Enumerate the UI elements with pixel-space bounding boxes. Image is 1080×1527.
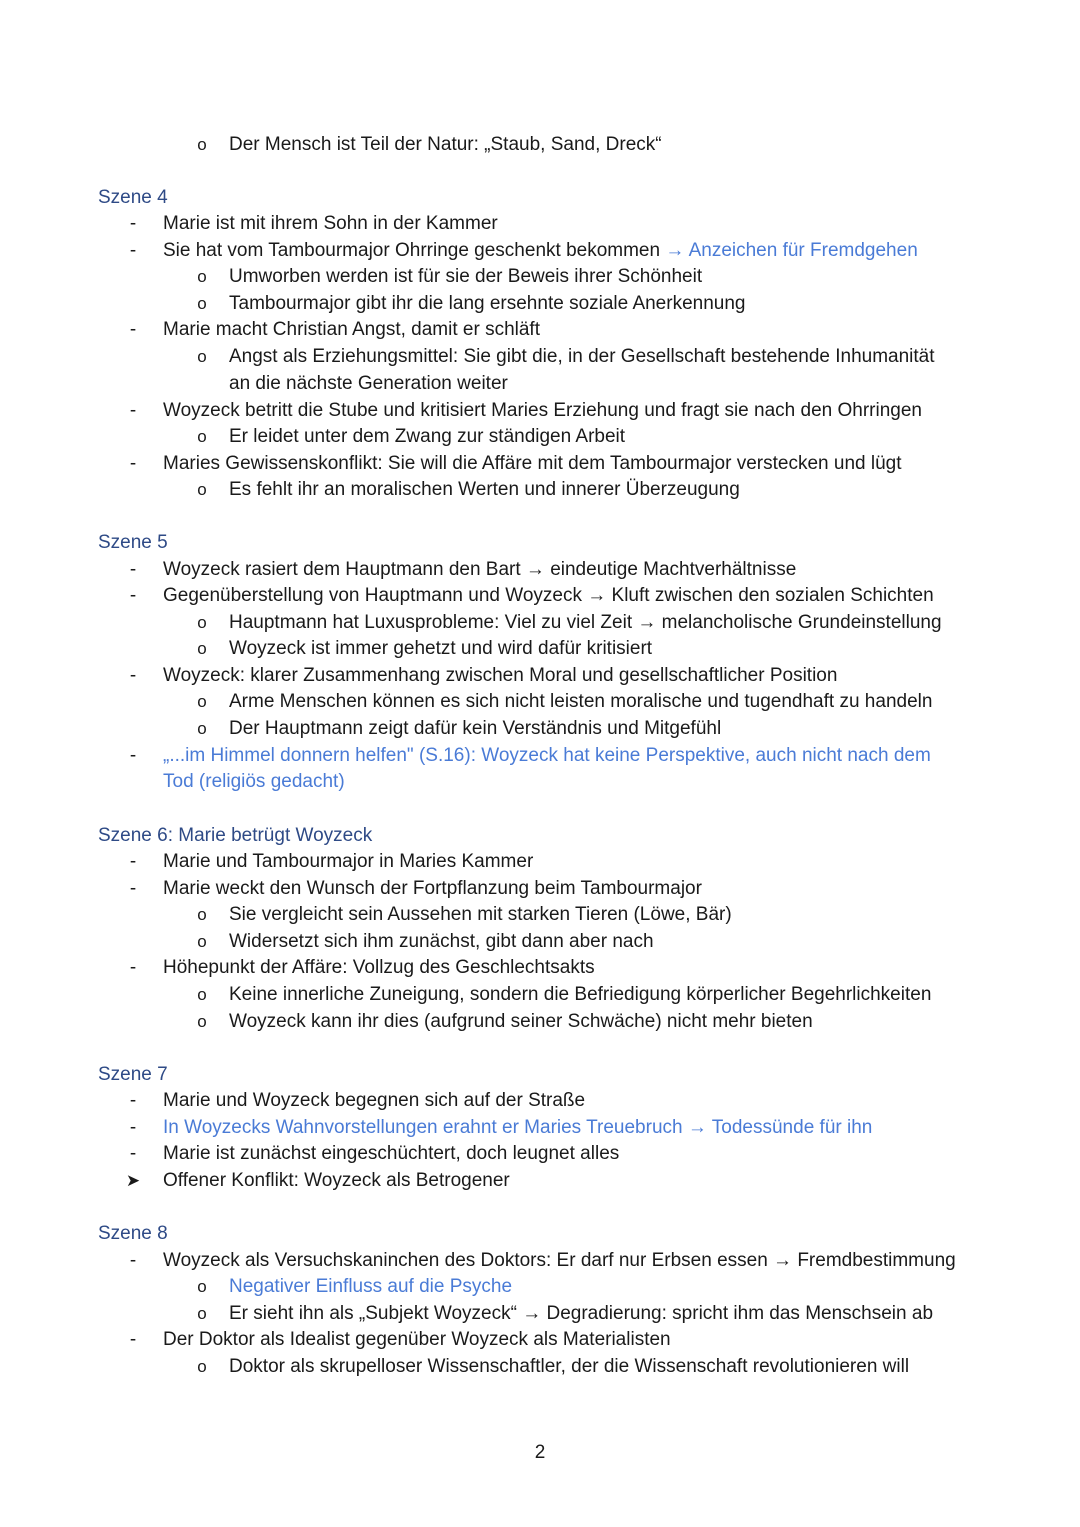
bullet-text: Sie vergleicht sein Aussehen mit starken Tieren (Löwe, Bär) bbox=[229, 904, 732, 925]
bullet-dash: - bbox=[129, 1090, 137, 1111]
bullet-text: Der Hauptmann zeigt dafür kein Verständnis und Mitgefühl bbox=[229, 718, 722, 739]
bullet-circle: o bbox=[197, 613, 207, 632]
bullet-text-continued: an die nächste Generation weiter bbox=[229, 373, 508, 394]
bullet-dash: - bbox=[129, 319, 137, 340]
bullet-circle: o bbox=[197, 480, 207, 499]
bullet-text: Höhepunkt der Affäre: Vollzug des Geschlechtsakts bbox=[163, 957, 595, 978]
bullet-circle: o bbox=[197, 427, 207, 446]
bullet-text: Er sieht ihn als „Subjekt Woyzeck“ → Degradierung: spricht ihm das Menschsein ab bbox=[229, 1303, 934, 1324]
highlighted-text: In Woyzecks Wahnvorstellungen erahnt er Maries Treuebruch → Todessünde für ihn bbox=[163, 1117, 873, 1138]
bullet-dash: - bbox=[129, 1143, 137, 1164]
bullet-text: Marie ist zunächst eingeschüchtert, doch leugnet alles bbox=[163, 1143, 620, 1164]
bullet-dash: - bbox=[129, 878, 137, 899]
bullet-text: Marie ist mit ihrem Sohn in der Kammer bbox=[163, 213, 498, 234]
section-heading-szene-4: Szene 4 bbox=[98, 187, 168, 208]
bullet-dash: - bbox=[129, 559, 137, 580]
bullet-text: Er leidet unter dem Zwang zur ständigen Arbeit bbox=[229, 426, 626, 447]
bullet-dash: - bbox=[129, 585, 137, 606]
bullet-circle: o bbox=[197, 1357, 207, 1376]
bullet-text: Marie und Woyzeck begegnen sich auf der Straße bbox=[163, 1090, 586, 1111]
bullet-dash: - bbox=[129, 213, 137, 234]
bullet-text: Der Mensch ist Teil der Natur: „Staub, Sand, Dreck“ bbox=[229, 134, 662, 155]
bullet-dash: - bbox=[129, 851, 137, 872]
bullet-text: Marie und Tambourmajor in Maries Kammer bbox=[163, 851, 534, 872]
bullet-text: Widersetzt sich ihm zunächst, gibt dann aber nach bbox=[229, 931, 654, 952]
bullet-text: Arme Menschen können es sich nicht leisten moralische und tugendhaft zu handeln bbox=[229, 691, 933, 712]
bullet-text: Offener Konflikt: Woyzeck als Betrogener bbox=[163, 1170, 510, 1191]
bullet-text bbox=[163, 238, 918, 264]
bullet-text: Marie weckt den Wunsch der Fortpflanzung beim Tambourmajor bbox=[163, 878, 702, 899]
bullet-dash: - bbox=[129, 665, 137, 686]
bullet-text: Woyzeck betritt die Stube und kritisiert Maries Erziehung und fragt sie nach den Ohrringen bbox=[163, 400, 922, 421]
bullet-circle: o bbox=[197, 1304, 207, 1323]
bullet-circle: o bbox=[197, 135, 207, 154]
bullet-circle: o bbox=[197, 932, 207, 951]
bullet-circle: o bbox=[197, 639, 207, 658]
bullet-text: Doktor als skrupelloser Wissenschaftler, der die Wissenschaft revolutionieren will bbox=[229, 1356, 910, 1377]
bullet-text: Gegenüberstellung von Hauptmann und Woyzeck → Kluft zwischen den sozialen Schichten bbox=[163, 585, 934, 606]
bullet-dash: - bbox=[129, 240, 137, 261]
bullet-circle: o bbox=[197, 692, 207, 711]
bullet-text: Woyzeck ist immer gehetzt und wird dafür kritisiert bbox=[229, 638, 653, 659]
bullet-dash: - bbox=[129, 400, 137, 421]
bullet-circle: o bbox=[197, 1277, 207, 1296]
section-heading-szene-8: Szene 8 bbox=[98, 1223, 168, 1244]
bullet-dash: - bbox=[129, 1250, 137, 1271]
section-heading-szene-6: Szene 6: Marie betrügt Woyzeck bbox=[98, 825, 373, 846]
highlighted-text: Negativer Einfluss auf die Psyche bbox=[229, 1276, 513, 1297]
quote-text: „...im Himmel donnern helfen" (S.16): Woyzeck hat keine Perspektive, auch nicht nach dem bbox=[163, 745, 931, 766]
bullet-text: Woyzeck rasiert dem Hauptmann den Bart → eindeutige Machtverhältnisse bbox=[163, 559, 797, 580]
highlighted-text: → Anzeichen für Fremdgehen bbox=[665, 240, 918, 261]
bullet-text: Maries Gewissenskonflikt: Sie will die Affäre mit dem Tambourmajor verstecken und lügt bbox=[163, 453, 902, 474]
bullet-dash: - bbox=[129, 453, 137, 474]
bullet-text: Der Doktor als Idealist gegenüber Woyzeck als Materialisten bbox=[163, 1329, 671, 1350]
bullet-text: Keine innerliche Zuneigung, sondern die Befriedigung körperlicher Begehrlichkeiten bbox=[229, 984, 932, 1005]
bullet-circle: o bbox=[197, 985, 207, 1004]
bullet-dash: - bbox=[129, 1117, 137, 1138]
bullet-text: Marie macht Christian Angst, damit er schläft bbox=[163, 319, 540, 340]
bullet-dash: - bbox=[129, 745, 137, 766]
bullet-text-part: Sie hat vom Tambourmajor Ohrringe geschenkt bekommen bbox=[163, 240, 661, 261]
bullet-text: Woyzeck kann ihr dies (aufgrund seiner Schwäche) nicht mehr bieten bbox=[229, 1011, 813, 1032]
bullet-text: Angst als Erziehungsmittel: Sie gibt die, in der Gesellschaft bestehende Inhumanität bbox=[229, 346, 935, 367]
bullet-circle: o bbox=[197, 905, 207, 924]
bullet-text: Woyzeck: klarer Zusammenhang zwischen Moral und gesellschaftlicher Position bbox=[163, 665, 838, 686]
bullet-text: Woyzeck als Versuchskaninchen des Doktors: Er darf nur Erbsen essen → Fremdbestimmung bbox=[163, 1250, 956, 1271]
bullet-circle: o bbox=[197, 1012, 207, 1031]
section-heading-szene-7: Szene 7 bbox=[98, 1064, 168, 1085]
section-heading-szene-5: Szene 5 bbox=[98, 532, 168, 553]
bullet-dash: - bbox=[129, 957, 137, 978]
bullet-text: Hauptmann hat Luxusprobleme: Viel zu viel Zeit → melancholische Grundeinstellung bbox=[229, 612, 942, 633]
bullet-circle: o bbox=[197, 267, 207, 286]
page-number: 2 bbox=[534, 1442, 546, 1463]
bullet-circle: o bbox=[197, 719, 207, 738]
bullet-circle: o bbox=[197, 347, 207, 366]
arrow-bullet-icon: ➤ bbox=[125, 1171, 141, 1190]
quote-text-continued: Tod (religiös gedacht) bbox=[163, 771, 345, 792]
bullet-dash: - bbox=[129, 1329, 137, 1350]
bullet-text: Tambourmajor gibt ihr die lang ersehnte soziale Anerkennung bbox=[229, 293, 746, 314]
bullet-circle: o bbox=[197, 294, 207, 313]
bullet-text: Es fehlt ihr an moralischen Werten und innerer Überzeugung bbox=[229, 479, 740, 500]
bullet-text: Umworben werden ist für sie der Beweis ihrer Schönheit bbox=[229, 266, 703, 287]
